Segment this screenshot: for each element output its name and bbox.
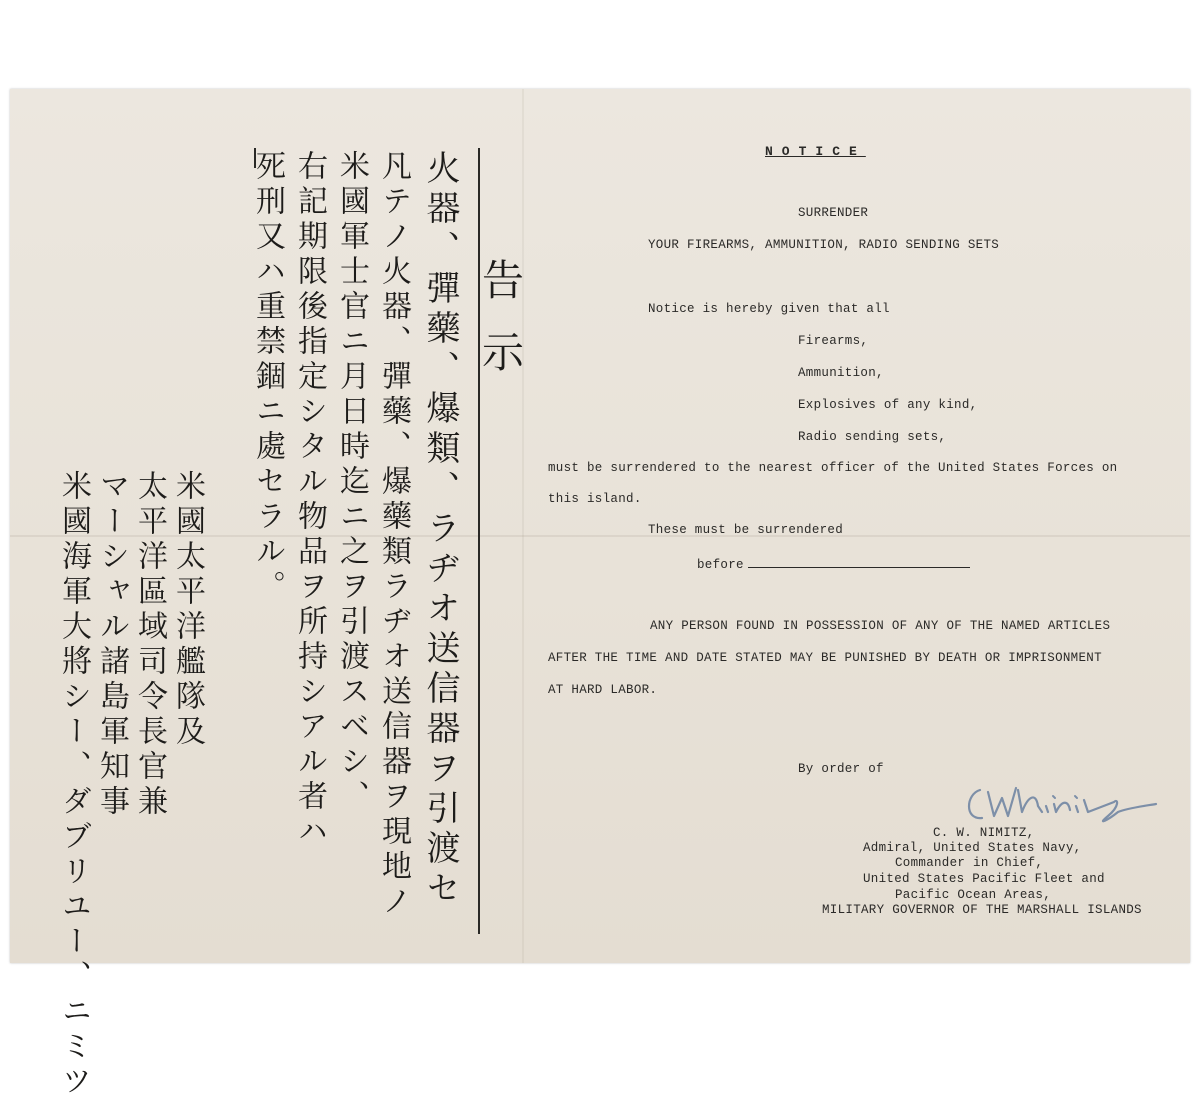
- item-ammunition: Ammunition,: [798, 366, 884, 380]
- japanese-line-3: 米國軍士官ニ月日時迄ニ之ヲ引渡スベシ、: [334, 150, 369, 815]
- must-line-2: this island.: [548, 492, 642, 506]
- signer-title-3: United States Pacific Fleet and: [863, 872, 1105, 886]
- item-firearms: Firearms,: [798, 334, 869, 348]
- signer-title-1: Admiral, United States Navy,: [863, 841, 1082, 855]
- paper-fold-vertical: [522, 89, 524, 963]
- japanese-signature-line-4: 米國海軍大將シー、ダブリユー、ニミツ: [56, 470, 91, 1100]
- warning-line-3: AT HARD LABOR.: [548, 683, 658, 697]
- signer-title-5: MILITARY GOVERNOR OF THE MARSHALL ISLANDS: [822, 903, 1142, 917]
- japanese-line-2: 凡テノ火器、彈藥、爆藥類ラヂオ送信器ヲ現地ノ: [376, 150, 411, 920]
- heading-surrender: SURRENDER: [798, 206, 869, 220]
- before-label: before: [697, 558, 744, 572]
- by-order-of: By order of: [798, 762, 884, 776]
- these-line: These must be surrendered: [648, 523, 844, 537]
- japanese-title: 告示: [476, 258, 525, 402]
- japanese-signature-line-1: 米國太平洋艦隊及: [170, 470, 205, 750]
- notice-title: NOTICE: [765, 144, 866, 159]
- japanese-line-5: 死刑又ハ重禁錮ニ處セラル。: [250, 150, 285, 605]
- signer-name: C. W. NIMITZ,: [933, 826, 1035, 840]
- japanese-signature-line-3: マーシャル諸島軍知事: [94, 470, 129, 820]
- item-explosives: Explosives of any kind,: [798, 398, 978, 412]
- intro-line: Notice is hereby given that all: [648, 302, 890, 316]
- warning-line-2: AFTER THE TIME AND DATE STATED MAY BE PUNISHED BY DEATH OR IMPRISONMENT: [548, 651, 1102, 665]
- signer-title-4: Pacific Ocean Areas,: [895, 888, 1052, 902]
- japanese-line-4: 右記期限後指定シタル物品ヲ所持シアル者ハ: [292, 150, 327, 850]
- before-line: [697, 555, 970, 572]
- date-blank: [748, 555, 970, 568]
- japanese-signature-line-2: 太平洋區域司令長官兼: [132, 470, 167, 820]
- item-radio: Radio sending sets,: [798, 430, 947, 444]
- japanese-line-1: 火器、彈藥、爆類、ラヂオ送信器ヲ引渡セ: [420, 150, 460, 910]
- must-line-1: must be surrendered to the nearest officer of the United States Forces on: [548, 461, 1118, 475]
- warning-line-1: ANY PERSON FOUND IN POSSESSION OF ANY OF THE NAMED ARTICLES: [650, 619, 1111, 633]
- signer-title-2: Commander in Chief,: [895, 856, 1044, 870]
- heading-items: YOUR FIREARMS, AMMUNITION, RADIO SENDING SETS: [648, 238, 1000, 252]
